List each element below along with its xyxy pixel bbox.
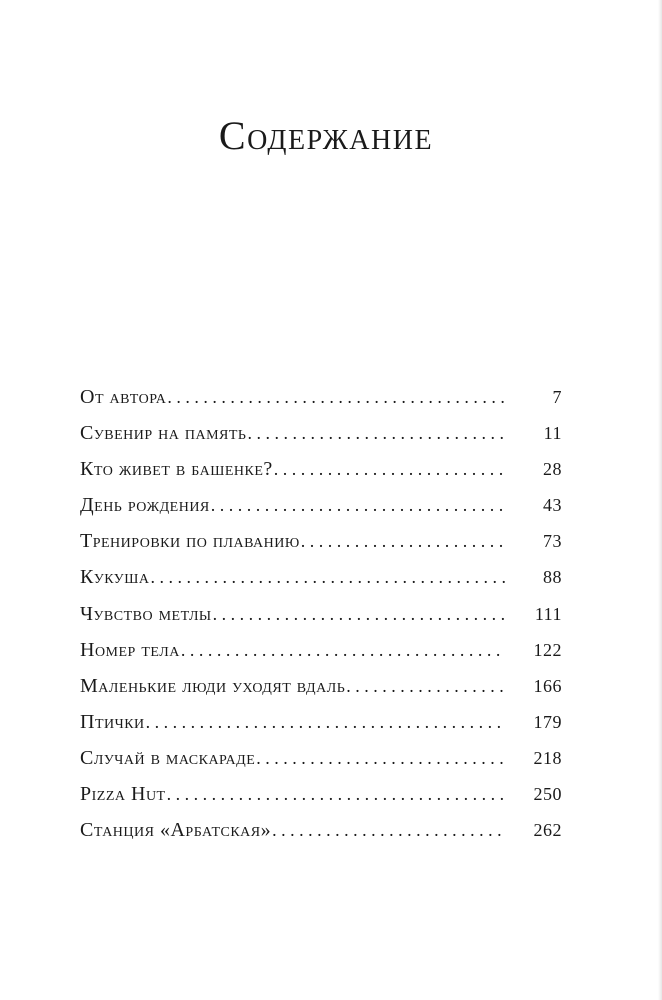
dot-leader bbox=[167, 387, 506, 408]
dot-leader bbox=[150, 567, 506, 588]
toc-entry-title: От автора bbox=[80, 386, 167, 408]
toc-entry bbox=[80, 386, 562, 422]
toc-entry bbox=[80, 639, 562, 675]
toc-entry-title: Чувство метлы bbox=[80, 602, 212, 625]
toc-entry-title: Станция «Арбатская» bbox=[80, 819, 272, 842]
toc-entry bbox=[80, 675, 562, 711]
toc-entry bbox=[80, 783, 562, 819]
dot-leader bbox=[181, 640, 506, 661]
toc-entry-title: Кто живет в башенке? bbox=[80, 458, 273, 481]
toc-entry-title: Номер тела bbox=[80, 638, 180, 661]
dot-leader bbox=[301, 531, 506, 552]
toc-entry bbox=[80, 422, 562, 458]
toc-entry bbox=[80, 711, 562, 747]
dot-leader bbox=[213, 604, 506, 625]
dot-leader bbox=[274, 459, 506, 480]
toc-entry-page-number: 250 bbox=[533, 784, 562, 805]
toc-entry bbox=[80, 458, 562, 494]
toc-entry bbox=[80, 603, 562, 639]
toc-entry bbox=[80, 819, 562, 855]
toc-entry-title: Птички bbox=[80, 710, 145, 733]
toc-entry-page-number: 28 bbox=[543, 459, 562, 480]
toc-entry-title: День рождения bbox=[80, 494, 210, 517]
toc-entry-page-number: 11 bbox=[543, 423, 562, 444]
toc-entry-page-number: 7 bbox=[552, 387, 562, 407]
toc-entry-title: Маленькие люди уходят вдаль bbox=[80, 674, 346, 697]
page-title: Содержание bbox=[218, 113, 434, 158]
dot-leader bbox=[256, 748, 506, 769]
dot-leader bbox=[272, 820, 506, 841]
toc-entry bbox=[80, 494, 562, 530]
toc-entry-page-number: 166 bbox=[533, 675, 562, 696]
toc-entry-title: Случай в маскараде bbox=[80, 746, 256, 769]
toc-entry-page-number: 111 bbox=[534, 603, 562, 624]
toc-entry-page-number: 218 bbox=[533, 747, 562, 768]
toc-entry-title: Pizza Hut bbox=[80, 783, 166, 806]
toc-entry bbox=[80, 747, 562, 783]
toc-entry-title: Тренировки по плаванию bbox=[80, 530, 300, 553]
toc-entry-page-number: 88 bbox=[543, 567, 562, 588]
dot-leader bbox=[146, 712, 506, 733]
dot-leader bbox=[346, 676, 506, 697]
toc-entry-page-number: 43 bbox=[543, 495, 562, 516]
toc-entry-page-number: 122 bbox=[533, 639, 562, 660]
table-of-contents bbox=[80, 386, 562, 855]
dot-leader bbox=[211, 495, 506, 516]
toc-entry-page-number: 262 bbox=[533, 820, 562, 841]
toc-entry-page-number: 73 bbox=[543, 531, 562, 552]
page-edge-shadow bbox=[658, 0, 662, 1000]
toc-entry bbox=[80, 530, 562, 566]
toc-entry-page-number: 179 bbox=[533, 711, 562, 732]
toc-entry-title: Кукуша bbox=[80, 566, 150, 589]
toc-entry-title: Сувенир на память bbox=[80, 422, 247, 445]
dot-leader bbox=[247, 423, 506, 444]
dot-leader bbox=[167, 784, 506, 805]
toc-entry bbox=[80, 566, 562, 602]
